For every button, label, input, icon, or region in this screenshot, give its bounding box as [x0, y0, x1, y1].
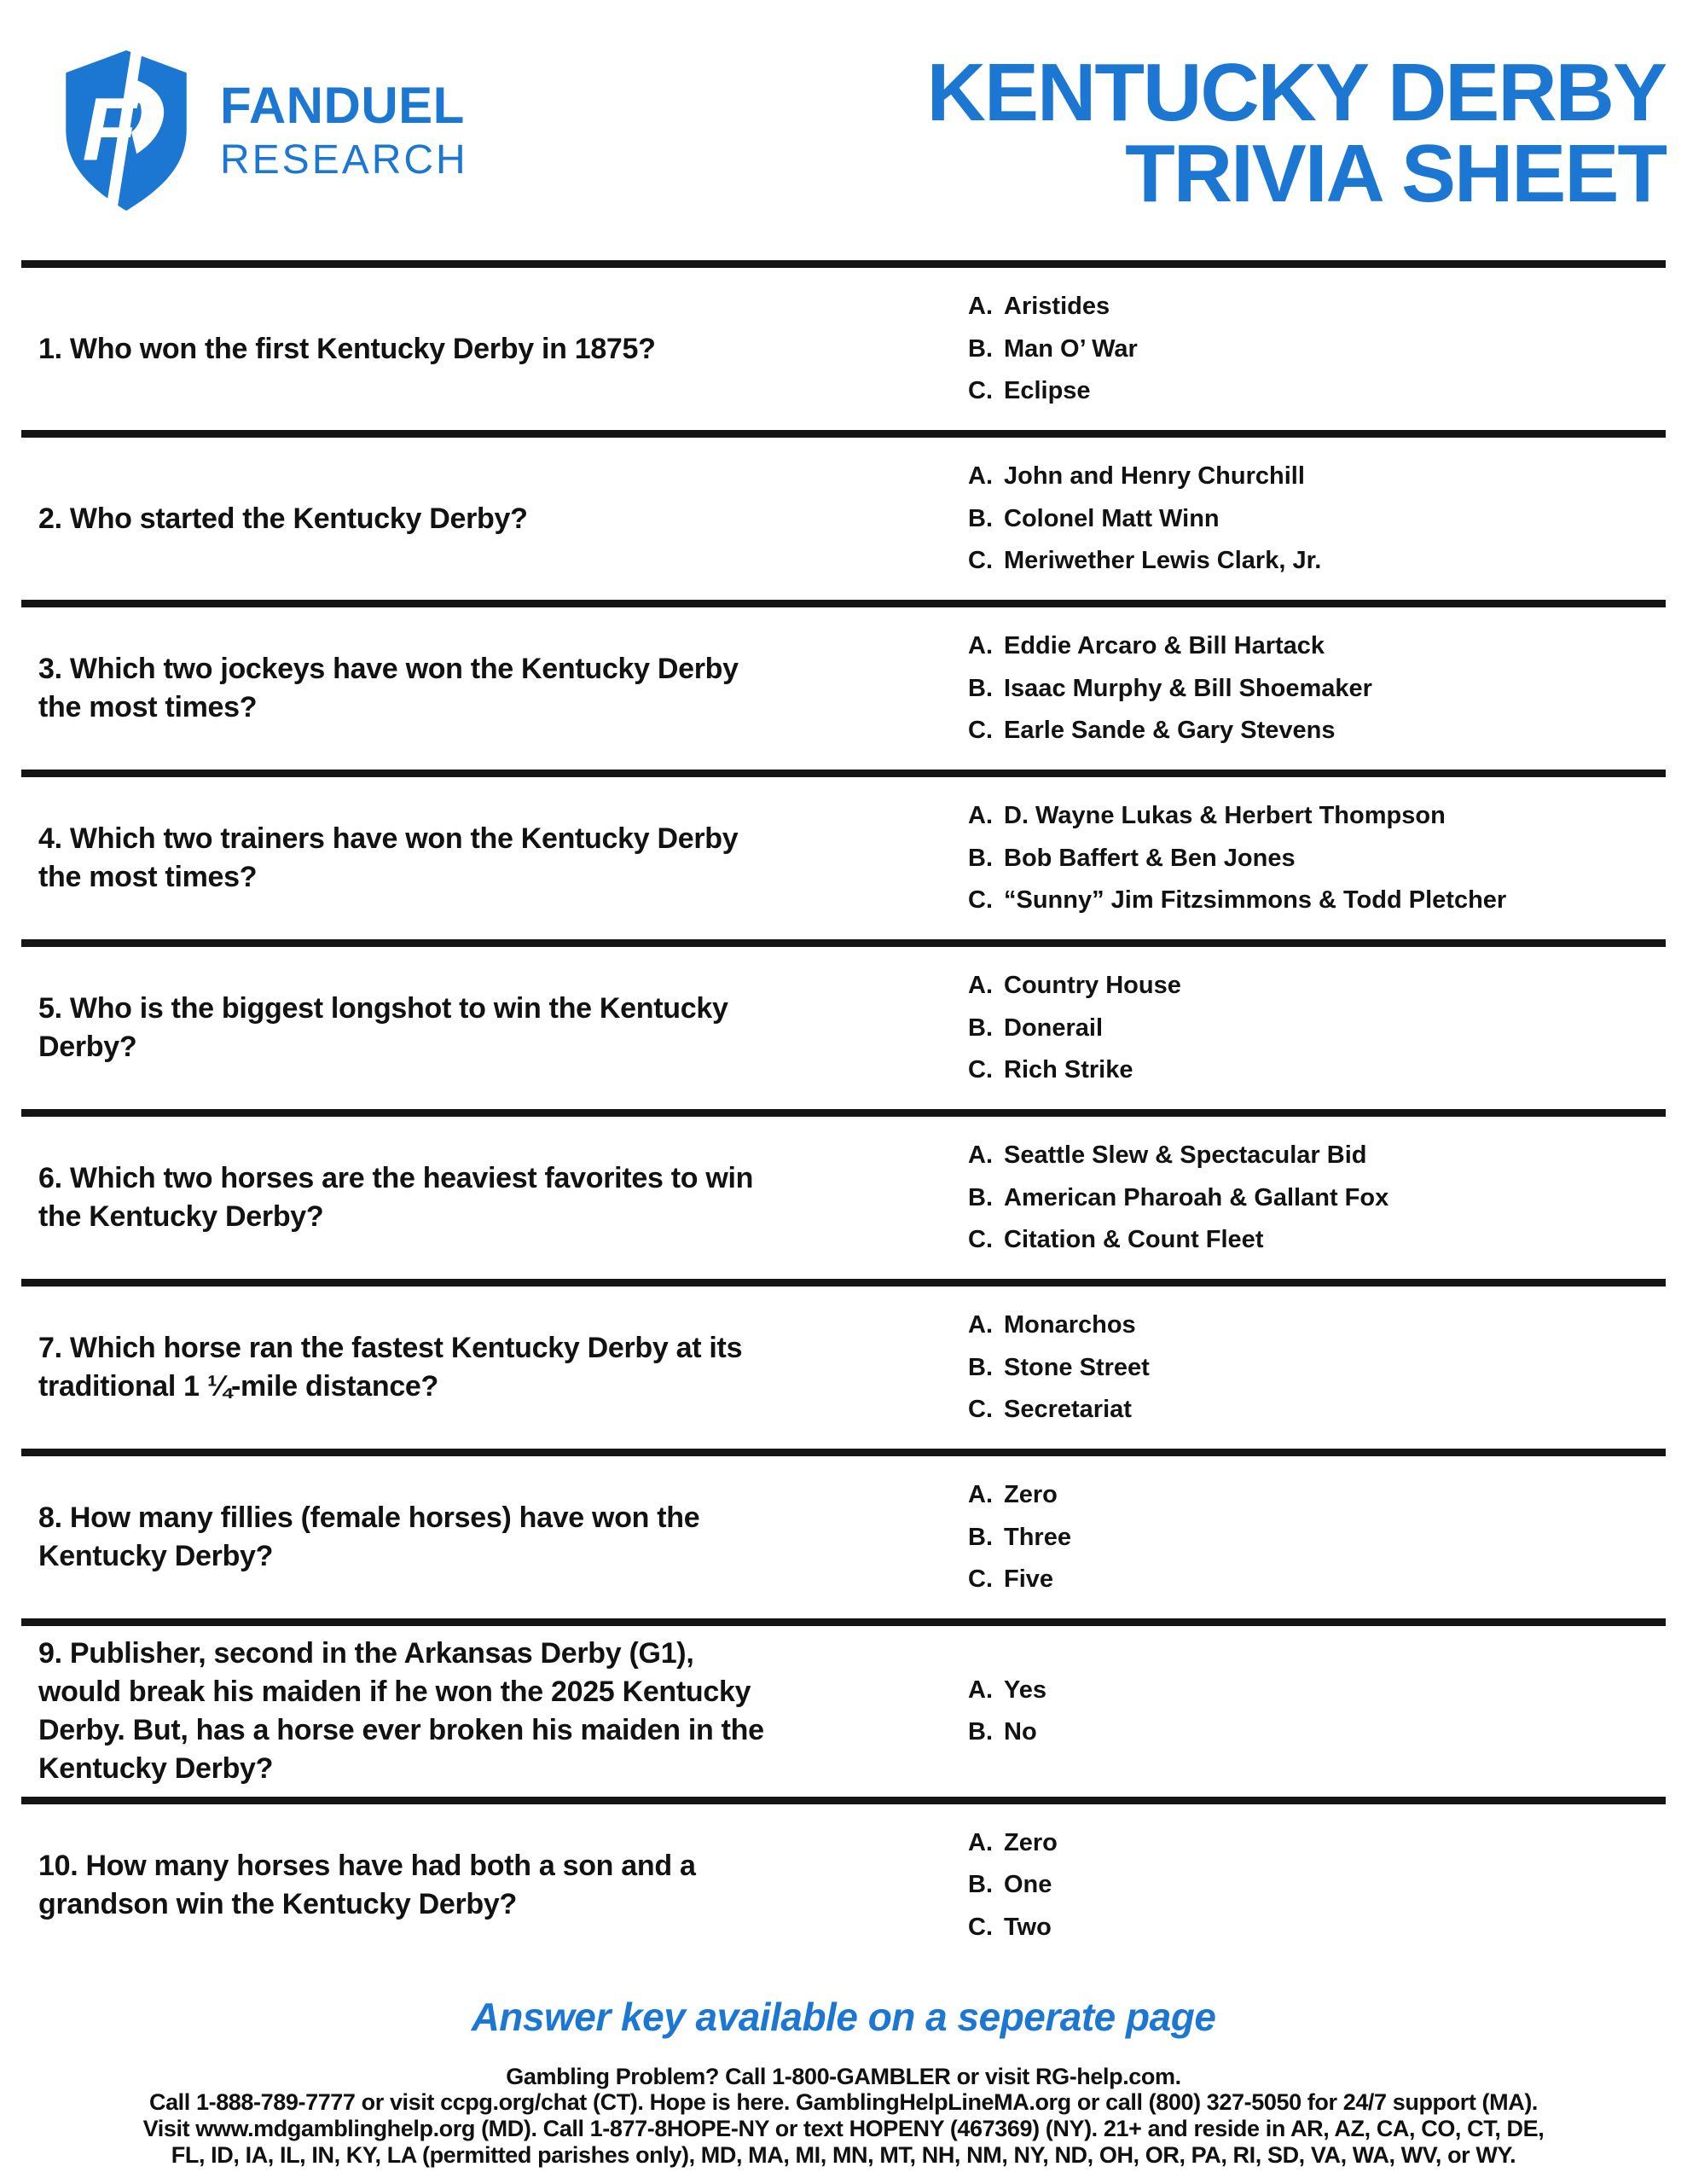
answer-option [968, 506, 1666, 531]
option-letter: B. [968, 334, 993, 363]
page-title-line2: TRIVIA SHEET [1125, 127, 1666, 219]
option-text: Eddie Arcaro & Bill Hartack [1004, 632, 1325, 660]
option-text: Secretariat [1004, 1396, 1132, 1424]
option-letter: A. [968, 972, 993, 1000]
question-text: 10. How many horses have had both a son and a grandson win the Kentucky Derby? [38, 1849, 696, 1920]
option-text: Rich Strike [1004, 1056, 1133, 1084]
answer-options [968, 1677, 1666, 1745]
answer-option [968, 973, 1666, 998]
answer-options [968, 1142, 1666, 1252]
question-text: 1. Who won the first Kentucky Derby in 1875? [38, 332, 656, 365]
question-row-5 [21, 939, 1666, 1109]
page-header [0, 0, 1687, 260]
option-letter: A. [968, 1311, 993, 1339]
answer-option [968, 1482, 1666, 1507]
answer-option [968, 336, 1666, 362]
page-title [926, 46, 1666, 219]
option-text: Isaac Murphy & Bill Shoemaker [1004, 674, 1372, 702]
answer-option [968, 1830, 1666, 1856]
answer-options [968, 633, 1666, 743]
option-letter: B. [968, 844, 993, 872]
option-letter: B. [968, 1014, 993, 1042]
option-text: Bob Baffert & Ben Jones [1004, 844, 1296, 872]
answer-options [968, 803, 1666, 913]
option-letter: C. [968, 1913, 993, 1941]
answer-option [968, 1566, 1666, 1592]
question-row-8 [21, 1449, 1666, 1618]
answer-option [968, 1355, 1666, 1380]
option-text: Yes [1004, 1676, 1046, 1704]
answer-option [968, 676, 1666, 701]
option-text: “Sunny” Jim Fitzsimmons & Todd Pletcher [1004, 886, 1507, 915]
answer-option [968, 293, 1666, 319]
option-text: Aristides [1004, 293, 1110, 321]
answer-option [968, 1312, 1666, 1338]
option-text: Stone Street [1004, 1353, 1150, 1381]
option-text: Earle Sande & Gary Stevens [1004, 717, 1336, 745]
answer-option [968, 548, 1666, 573]
question-text: 6. Which two horses are the heaviest favorites to win the Kentucky Derby? [38, 1162, 754, 1233]
answer-options [968, 1830, 1666, 1940]
option-text: Zero [1004, 1828, 1058, 1856]
option-text: Man O’ War [1004, 334, 1138, 363]
option-letter: C. [968, 1396, 993, 1424]
answer-options [968, 293, 1666, 404]
option-text: Meriwether Lewis Clark, Jr. [1004, 547, 1322, 575]
question-text: 9. Publisher, second in the Arkansas Derby (G1), would break his maiden if he won the 2025 Kentucky Derby. But, has a horse ever broken his maiden in the Kentucky Derby? [38, 1637, 764, 1785]
page-title-line1: KENTUCKY DERBY [926, 47, 1666, 139]
option-text: D. Wayne Lukas & Herbert Thompson [1004, 802, 1446, 830]
option-text: Citation & Count Fleet [1004, 1226, 1264, 1254]
option-text: Colonel Matt Winn [1004, 504, 1220, 532]
fine-print-line: Visit www.mdgamblinghelp.org (MD). Call 1-877-8HOPE-NY or text HOPENY (467369) (NY). 21+ and reside in AR, AZ, CA, CO, CT, DE, [142, 2116, 1545, 2142]
option-text: Three [1004, 1523, 1071, 1551]
option-letter: A. [968, 462, 993, 491]
answer-options [968, 1482, 1666, 1592]
logo-wordmark [220, 76, 468, 183]
answer-option [968, 1677, 1666, 1703]
option-text: John and Henry Churchill [1004, 462, 1305, 491]
answer-option [968, 1142, 1666, 1168]
option-text: Country House [1004, 972, 1181, 1000]
answer-option [968, 845, 1666, 871]
answer-option [968, 1914, 1666, 1940]
question-row-10 [21, 1797, 1666, 1966]
fanduel-shield-icon [61, 48, 191, 213]
option-letter: C. [968, 1226, 993, 1254]
question-text: 2. Who started the Kentucky Derby? [38, 502, 528, 535]
answer-option [968, 1015, 1666, 1041]
option-letter: A. [968, 293, 993, 321]
option-letter: C. [968, 547, 993, 575]
option-letter: B. [968, 1183, 993, 1211]
option-letter: A. [968, 802, 993, 830]
option-text: Zero [1004, 1481, 1058, 1509]
option-text: Donerail [1004, 1014, 1104, 1042]
fine-print-line: Call 1-888-789-7777 or visit ccpg.org/chat (CT). Hope is here. GamblingHelpLineMA.org or call (800) 327-5050 for 24/7 support (MA). [148, 2089, 1539, 2116]
option-letter: C. [968, 1565, 993, 1594]
answer-option [968, 1397, 1666, 1422]
questions-list [21, 260, 1666, 1966]
question-text: 4. Which two trainers have won the Kentucky Derby the most times? [38, 822, 739, 893]
answer-option [968, 1057, 1666, 1083]
answer-option [968, 803, 1666, 828]
option-letter: B. [968, 504, 993, 532]
answer-option [968, 887, 1666, 913]
question-row-4 [21, 770, 1666, 939]
option-text: Monarchos [1004, 1311, 1136, 1339]
answer-key-note: Answer key available on a seperate page [471, 1994, 1216, 2039]
answer-options [968, 973, 1666, 1083]
answer-option [968, 378, 1666, 404]
question-row-9 [21, 1618, 1666, 1797]
logo-sub-text: RESEARCH [220, 136, 468, 183]
option-letter: B. [968, 1718, 993, 1746]
answer-options [968, 1312, 1666, 1422]
fine-print-line: FL, ID, IA, IL, IN, KY, LA (permitted parishes only), MD, MA, MI, MN, MT, NH, NM, NY, ND, OH, OR, PA, RI, SD, VA, WA, WV, or WY. [171, 2141, 1516, 2168]
option-text: Five [1004, 1565, 1054, 1594]
question-row-2 [21, 430, 1666, 600]
question-text: 7. Which horse ran the fastest Kentucky Derby at its traditional 1 ¼-mile distance? [38, 1332, 743, 1403]
fine-print-line: Gambling Problem? Call 1-800-GAMBLER or visit RG-help.com. [506, 2063, 1181, 2089]
answer-option [968, 1227, 1666, 1252]
option-letter: B. [968, 1523, 993, 1551]
answer-options [968, 463, 1666, 573]
answer-option [968, 633, 1666, 659]
answer-option [968, 1719, 1666, 1745]
question-text: 8. How many fillies (female horses) have won the Kentucky Derby? [38, 1502, 700, 1572]
svg-text:F: F [82, 78, 137, 179]
option-letter: C. [968, 717, 993, 745]
answer-option [968, 463, 1666, 489]
answer-option [968, 1872, 1666, 1897]
option-letter: C. [968, 377, 993, 405]
answer-option [968, 717, 1666, 743]
question-row-6 [21, 1109, 1666, 1279]
question-row-7 [21, 1279, 1666, 1449]
option-text: Eclipse [1004, 377, 1091, 405]
option-letter: A. [968, 1676, 993, 1704]
answer-option [968, 1525, 1666, 1550]
option-text: Seattle Slew & Spectacular Bid [1004, 1141, 1367, 1170]
responsible-gambling-fine-print [0, 2064, 1687, 2169]
option-letter: C. [968, 1056, 993, 1084]
option-letter: A. [968, 1828, 993, 1856]
question-text: 5. Who is the biggest longshot to win the Kentucky Derby? [38, 992, 728, 1063]
option-letter: B. [968, 674, 993, 702]
option-letter: C. [968, 886, 993, 915]
option-letter: B. [968, 1353, 993, 1381]
question-row-1 [21, 260, 1666, 430]
option-letter: A. [968, 632, 993, 660]
question-row-3 [21, 600, 1666, 770]
option-text: One [1004, 1871, 1052, 1899]
option-letter: A. [968, 1481, 993, 1509]
fanduel-research-logo [61, 48, 468, 213]
logo-brand-text: FANDUEL [220, 76, 465, 134]
answer-option [968, 1185, 1666, 1211]
option-letter: A. [968, 1141, 993, 1170]
option-text: No [1004, 1718, 1037, 1746]
option-letter: B. [968, 1871, 993, 1899]
option-text: American Pharoah & Gallant Fox [1004, 1183, 1389, 1211]
option-text: Two [1004, 1913, 1052, 1941]
question-text: 3. Which two jockeys have won the Kentucky Derby the most times? [38, 653, 739, 723]
